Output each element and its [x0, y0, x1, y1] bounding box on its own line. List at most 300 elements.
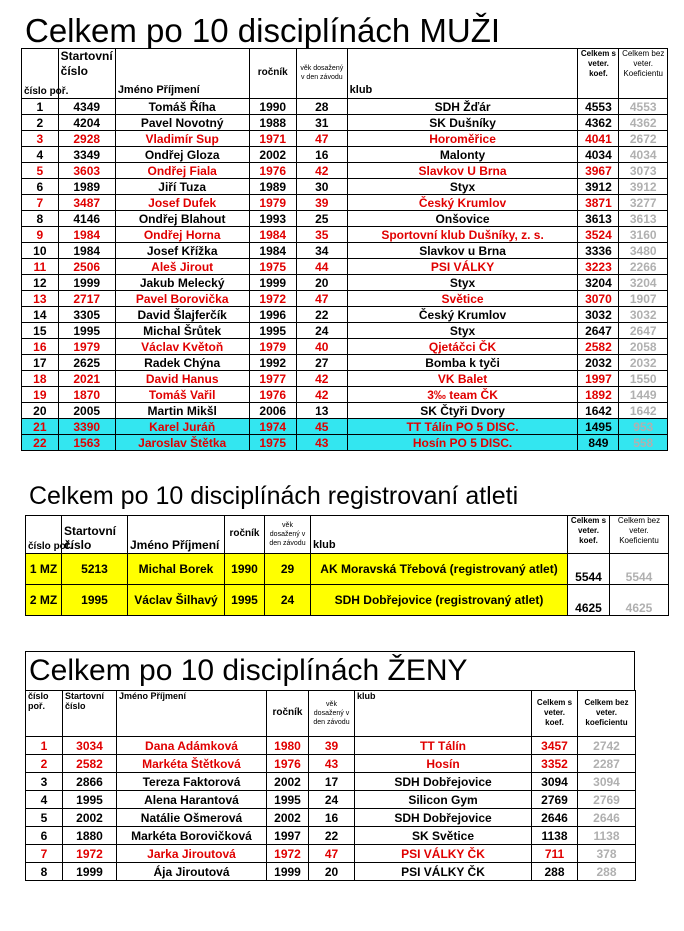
- cell-start: 4204: [58, 115, 115, 131]
- cell-poradi: 12: [22, 275, 59, 291]
- cell-bezveter: 1907: [619, 291, 668, 307]
- cell-klub: Světice: [347, 291, 578, 307]
- cell-vek: 31: [296, 115, 347, 131]
- cell-sveter: 2646: [532, 809, 578, 827]
- table-row: [22, 387, 668, 403]
- cell-rocnik: 1979: [249, 339, 296, 355]
- cell-poradi: 3: [22, 131, 59, 147]
- cell-klub: 3‰ team ČK: [347, 387, 578, 403]
- cell-klub: VK Balet: [347, 371, 578, 387]
- cell-poradi: 6: [22, 179, 59, 195]
- cell-klub: Horoměřice: [347, 131, 578, 147]
- cell-klub: SDH Dobřejovice (registrovaný atlet): [311, 585, 568, 616]
- col-header-jmeno: Jméno Příjmení: [117, 691, 267, 737]
- cell-klub: Sportovní klub Dušníky, z. s.: [347, 227, 578, 243]
- cell-sveter: 3524: [578, 227, 619, 243]
- cell-vek: 24: [309, 791, 355, 809]
- cell-sveter: 3871: [578, 195, 619, 211]
- col-header-sveter: Celkem s veter. koef.: [578, 49, 619, 99]
- table-row: [22, 227, 668, 243]
- cell-bezveter: 2742: [578, 737, 636, 755]
- col-header-poradi: číslo poř.: [22, 49, 59, 99]
- table-row: [26, 554, 669, 585]
- cell-jmeno: Jaroslav Štětka: [115, 435, 249, 451]
- cell-klub: Bomba k tyči: [347, 355, 578, 371]
- cell-poradi: 1: [26, 737, 63, 755]
- cell-sveter: 3336: [578, 243, 619, 259]
- cell-jmeno: Vladimír Sup: [115, 131, 249, 147]
- table-row: [22, 211, 668, 227]
- cell-klub: Styx: [347, 323, 578, 339]
- cell-start: 1880: [63, 827, 117, 845]
- cell-klub: AK Moravská Třebová (registrovaný atlet): [311, 554, 568, 585]
- cell-vek: 22: [309, 827, 355, 845]
- cell-jmeno: Ondřej Gloza: [115, 147, 249, 163]
- cell-vek: 43: [309, 755, 355, 773]
- cell-rocnik: 1975: [249, 435, 296, 451]
- cell-klub: Český Krumlov: [347, 195, 578, 211]
- table-row: [26, 755, 636, 773]
- cell-vek: 16: [296, 147, 347, 163]
- cell-sveter: 3094: [532, 773, 578, 791]
- col-header-vek: věk dosažený v den závodu: [296, 49, 347, 99]
- cell-jmeno: Tomáš Vařil: [115, 387, 249, 403]
- cell-jmeno: Tomáš Říha: [115, 99, 249, 115]
- col-header-rocnik: ročník: [249, 49, 296, 99]
- table-row: [22, 131, 668, 147]
- cell-poradi: 8: [26, 863, 63, 881]
- cell-klub: Hosín: [355, 755, 532, 773]
- cell-vek: 42: [296, 371, 347, 387]
- cell-bezveter: 1642: [619, 403, 668, 419]
- cell-poradi: 5: [26, 809, 63, 827]
- cell-start: 1999: [63, 863, 117, 881]
- cell-rocnik: 1990: [249, 99, 296, 115]
- table-row: [22, 147, 668, 163]
- registered-table: [25, 515, 669, 616]
- cell-sveter: 288: [532, 863, 578, 881]
- cell-vek: 39: [309, 737, 355, 755]
- cell-poradi: 10: [22, 243, 59, 259]
- women-title: Celkem po 10 disciplínách ŽENY: [29, 654, 468, 687]
- cell-vek: 17: [309, 773, 355, 791]
- cell-start: 1995: [58, 323, 115, 339]
- cell-rocnik: 1972: [267, 845, 309, 863]
- cell-jmeno: Markéta Borovičková: [117, 827, 267, 845]
- col-header-start: Startovní číslo: [63, 691, 117, 737]
- cell-poradi: 13: [22, 291, 59, 307]
- cell-poradi: 3: [26, 773, 63, 791]
- cell-bezveter: 288: [578, 863, 636, 881]
- cell-jmeno: Ája Jiroutová: [117, 863, 267, 881]
- cell-jmeno: Ondřej Fiala: [115, 163, 249, 179]
- col-header-vek: věk dosažený v den závodu: [309, 691, 355, 737]
- cell-rocnik: 1971: [249, 131, 296, 147]
- cell-vek: 40: [296, 339, 347, 355]
- col-header-klub: klub: [347, 49, 578, 99]
- cell-start: 1989: [58, 179, 115, 195]
- cell-start: 4349: [58, 99, 115, 115]
- cell-poradi: 2: [26, 755, 63, 773]
- cell-rocnik: 1999: [249, 275, 296, 291]
- cell-bezveter: 2058: [619, 339, 668, 355]
- cell-start: 2625: [58, 355, 115, 371]
- cell-bezveter: 1449: [619, 387, 668, 403]
- cell-bezveter: 4553: [619, 99, 668, 115]
- cell-rocnik: 1984: [249, 227, 296, 243]
- cell-start: 5213: [62, 554, 128, 585]
- cell-klub: TT Tálín: [355, 737, 532, 755]
- cell-vek: 24: [265, 585, 311, 616]
- cell-bezveter: 3032: [619, 307, 668, 323]
- cell-vek: 34: [296, 243, 347, 259]
- cell-start: 3349: [58, 147, 115, 163]
- cell-bezveter: 2646: [578, 809, 636, 827]
- cell-sveter: 2032: [578, 355, 619, 371]
- cell-bezveter: 3277: [619, 195, 668, 211]
- table-row: [22, 307, 668, 323]
- cell-start: 1870: [58, 387, 115, 403]
- cell-klub: TT Tálín PO 5 DISC.: [347, 419, 578, 435]
- cell-poradi: 5: [22, 163, 59, 179]
- cell-vek: 43: [296, 435, 347, 451]
- table-row: [26, 737, 636, 755]
- registered-title: Celkem po 10 disciplínách registrovaní atleti: [29, 482, 519, 510]
- cell-vek: 47: [296, 131, 347, 147]
- cell-rocnik: 2002: [267, 809, 309, 827]
- cell-klub: Qjetáčci ČK: [347, 339, 578, 355]
- col-header-start: Startovní číslo: [58, 49, 115, 99]
- cell-jmeno: Tereza Faktorová: [117, 773, 267, 791]
- cell-bezveter: 953: [619, 419, 668, 435]
- col-header-poradi: číslo poř.: [26, 691, 63, 737]
- cell-sveter: 5544: [568, 554, 610, 585]
- cell-sveter: 3967: [578, 163, 619, 179]
- cell-start: 2582: [63, 755, 117, 773]
- cell-rocnik: 1977: [249, 371, 296, 387]
- cell-vek: 28: [296, 99, 347, 115]
- cell-jmeno: Jiří Tuza: [115, 179, 249, 195]
- cell-poradi: 14: [22, 307, 59, 323]
- cell-start: 1995: [62, 585, 128, 616]
- cell-vek: 24: [296, 323, 347, 339]
- men-title: Celkem po 10 disciplínách MUŽI: [25, 12, 501, 49]
- cell-vek: 29: [265, 554, 311, 585]
- cell-klub: Slavkov U Brna: [347, 163, 578, 179]
- table-row: [26, 773, 636, 791]
- cell-poradi: 6: [26, 827, 63, 845]
- cell-bezveter: 2647: [619, 323, 668, 339]
- cell-rocnik: 1996: [249, 307, 296, 323]
- col-header-sveter: Celkem s veter. koef.: [568, 516, 610, 554]
- cell-klub: SK Čtyři Dvory: [347, 403, 578, 419]
- col-header-start: Startovní číslo: [62, 516, 128, 554]
- cell-vek: 20: [309, 863, 355, 881]
- table-row: [22, 243, 668, 259]
- cell-vek: 44: [296, 259, 347, 275]
- cell-bezveter: 4362: [619, 115, 668, 131]
- table-row: [22, 403, 668, 419]
- cell-bezveter: 3480: [619, 243, 668, 259]
- table-row: [26, 585, 669, 616]
- cell-klub: SDH Dobřejovice: [355, 773, 532, 791]
- cell-sveter: 1642: [578, 403, 619, 419]
- cell-vek: 35: [296, 227, 347, 243]
- women-table: [25, 690, 636, 881]
- cell-start: 2005: [58, 403, 115, 419]
- table-row: [22, 355, 668, 371]
- table-row: [22, 195, 668, 211]
- table-row: [22, 291, 668, 307]
- cell-poradi: 7: [22, 195, 59, 211]
- cell-sveter: 3032: [578, 307, 619, 323]
- cell-jmeno: Václav Šilhavý: [128, 585, 225, 616]
- table-row: [22, 163, 668, 179]
- table-row: [22, 339, 668, 355]
- table-row: [26, 809, 636, 827]
- cell-sveter: 3613: [578, 211, 619, 227]
- cell-rocnik: 1976: [267, 755, 309, 773]
- cell-poradi: 1: [22, 99, 59, 115]
- cell-vek: 42: [296, 163, 347, 179]
- cell-sveter: 3912: [578, 179, 619, 195]
- cell-poradi: 17: [22, 355, 59, 371]
- col-header-bezveter: Celkem bez veter. koeficientu: [578, 691, 636, 737]
- cell-start: 2717: [58, 291, 115, 307]
- cell-poradi: 18: [22, 371, 59, 387]
- table-row: [26, 863, 636, 881]
- cell-sveter: 4041: [578, 131, 619, 147]
- cell-klub: Hosín PO 5 DISC.: [347, 435, 578, 451]
- col-header-klub: klub: [311, 516, 568, 554]
- cell-start: 2866: [63, 773, 117, 791]
- table-row: [22, 179, 668, 195]
- cell-sveter: 4362: [578, 115, 619, 131]
- cell-rocnik: 2002: [249, 147, 296, 163]
- cell-jmeno: Michal Borek: [128, 554, 225, 585]
- cell-sveter: 711: [532, 845, 578, 863]
- cell-vek: 47: [296, 291, 347, 307]
- cell-rocnik: 1979: [249, 195, 296, 211]
- cell-sveter: 1997: [578, 371, 619, 387]
- cell-klub: Styx: [347, 275, 578, 291]
- cell-jmeno: Karel Juráň: [115, 419, 249, 435]
- cell-jmeno: Dana Adámková: [117, 737, 267, 755]
- cell-poradi: 16: [22, 339, 59, 355]
- cell-poradi: 22: [22, 435, 59, 451]
- cell-klub: Styx: [347, 179, 578, 195]
- table-row: [22, 99, 668, 115]
- cell-rocnik: 1992: [249, 355, 296, 371]
- cell-start: 3390: [58, 419, 115, 435]
- cell-sveter: 3457: [532, 737, 578, 755]
- cell-klub: Malonty: [347, 147, 578, 163]
- cell-jmeno: Josef Dufek: [115, 195, 249, 211]
- cell-bezveter: 1138: [578, 827, 636, 845]
- cell-vek: 25: [296, 211, 347, 227]
- table-row: [26, 791, 636, 809]
- col-header-klub: klub: [355, 691, 532, 737]
- cell-sveter: 4553: [578, 99, 619, 115]
- cell-rocnik: 1980: [267, 737, 309, 755]
- cell-klub: SK Dušníky: [347, 115, 578, 131]
- cell-rocnik: 2002: [267, 773, 309, 791]
- cell-rocnik: 1974: [249, 419, 296, 435]
- table-row: [22, 275, 668, 291]
- cell-rocnik: 1975: [249, 259, 296, 275]
- cell-rocnik: 1997: [267, 827, 309, 845]
- cell-poradi: 11: [22, 259, 59, 275]
- cell-rocnik: 1995: [225, 585, 265, 616]
- cell-vek: 16: [309, 809, 355, 827]
- table-row: [26, 827, 636, 845]
- cell-start: 4146: [58, 211, 115, 227]
- col-header-bezveter: Celkem bez veter. Koeficientu: [619, 49, 668, 99]
- col-header-vek: věk dosažený v den závodu: [265, 516, 311, 554]
- cell-jmeno: Pavel Novotný: [115, 115, 249, 131]
- cell-klub: Onšovice: [347, 211, 578, 227]
- cell-sveter: 1138: [532, 827, 578, 845]
- cell-jmeno: Michal Šrůtek: [115, 323, 249, 339]
- cell-klub: PSI VÁLKY ČK: [355, 863, 532, 881]
- cell-bezveter: 558: [619, 435, 668, 451]
- cell-klub: PSI VÁLKY: [347, 259, 578, 275]
- cell-bezveter: 3160: [619, 227, 668, 243]
- cell-jmeno: Aleš Jirout: [115, 259, 249, 275]
- cell-bezveter: 3613: [619, 211, 668, 227]
- cell-klub: Slavkov u Brna: [347, 243, 578, 259]
- cell-sveter: 2582: [578, 339, 619, 355]
- col-header-rocnik: ročník: [225, 516, 265, 554]
- cell-vek: 45: [296, 419, 347, 435]
- cell-vek: 30: [296, 179, 347, 195]
- cell-vek: 42: [296, 387, 347, 403]
- cell-rocnik: 1972: [249, 291, 296, 307]
- cell-bezveter: 2672: [619, 131, 668, 147]
- table-row: [22, 323, 668, 339]
- cell-poradi: 21: [22, 419, 59, 435]
- cell-start: 3487: [58, 195, 115, 211]
- cell-bezveter: 4625: [610, 585, 669, 616]
- cell-klub: Silicon Gym: [355, 791, 532, 809]
- cell-bezveter: 2266: [619, 259, 668, 275]
- cell-jmeno: Jarka Jiroutová: [117, 845, 267, 863]
- cell-bezveter: 3073: [619, 163, 668, 179]
- cell-start: 2021: [58, 371, 115, 387]
- cell-sveter: 3204: [578, 275, 619, 291]
- table-row: [22, 435, 668, 451]
- cell-sveter: 1892: [578, 387, 619, 403]
- cell-klub: SDH Žďár: [347, 99, 578, 115]
- table-row: [22, 115, 668, 131]
- cell-sveter: 2647: [578, 323, 619, 339]
- cell-rocnik: 1995: [249, 323, 296, 339]
- cell-vek: 13: [296, 403, 347, 419]
- cell-rocnik: 1989: [249, 179, 296, 195]
- cell-sveter: 3070: [578, 291, 619, 307]
- col-header-bezveter: Celkem bez veter. Koeficientu: [610, 516, 669, 554]
- cell-jmeno: Václav Květoň: [115, 339, 249, 355]
- cell-poradi: 2 MZ: [26, 585, 62, 616]
- cell-start: 1999: [58, 275, 115, 291]
- cell-bezveter: 5544: [610, 554, 669, 585]
- table-row: [22, 259, 668, 275]
- col-header-jmeno: Jméno Příjmení: [115, 49, 249, 99]
- cell-poradi: 4: [22, 147, 59, 163]
- cell-jmeno: Ondřej Blahout: [115, 211, 249, 227]
- table-row: [26, 845, 636, 863]
- cell-jmeno: Alena Harantová: [117, 791, 267, 809]
- men-table: [21, 48, 668, 451]
- cell-poradi: 4: [26, 791, 63, 809]
- cell-bezveter: 3204: [619, 275, 668, 291]
- cell-vek: 22: [296, 307, 347, 323]
- cell-rocnik: 1993: [249, 211, 296, 227]
- cell-bezveter: 2032: [619, 355, 668, 371]
- cell-rocnik: 1984: [249, 243, 296, 259]
- col-header-rocnik: ročník: [267, 691, 309, 737]
- cell-poradi: 2: [22, 115, 59, 131]
- cell-vek: 47: [309, 845, 355, 863]
- cell-start: 3603: [58, 163, 115, 179]
- cell-sveter: 849: [578, 435, 619, 451]
- cell-rocnik: 1988: [249, 115, 296, 131]
- cell-start: 3305: [58, 307, 115, 323]
- table-row: [22, 419, 668, 435]
- cell-vek: 20: [296, 275, 347, 291]
- cell-poradi: 1 MZ: [26, 554, 62, 585]
- cell-jmeno: Ondřej Horna: [115, 227, 249, 243]
- cell-rocnik: 1990: [225, 554, 265, 585]
- cell-bezveter: 3094: [578, 773, 636, 791]
- cell-jmeno: David Hanus: [115, 371, 249, 387]
- cell-start: 1984: [58, 243, 115, 259]
- col-header-poradi: číslo poř.: [26, 516, 62, 554]
- cell-poradi: 7: [26, 845, 63, 863]
- cell-bezveter: 378: [578, 845, 636, 863]
- cell-rocnik: 2006: [249, 403, 296, 419]
- cell-poradi: 9: [22, 227, 59, 243]
- cell-poradi: 20: [22, 403, 59, 419]
- cell-poradi: 19: [22, 387, 59, 403]
- cell-sveter: 3223: [578, 259, 619, 275]
- cell-rocnik: 1999: [267, 863, 309, 881]
- table-row: [22, 371, 668, 387]
- cell-start: 2506: [58, 259, 115, 275]
- cell-rocnik: 1995: [267, 791, 309, 809]
- cell-jmeno: Martin Mikšl: [115, 403, 249, 419]
- cell-start: 1979: [58, 339, 115, 355]
- cell-start: 2002: [63, 809, 117, 827]
- cell-klub: Český Krumlov: [347, 307, 578, 323]
- cell-poradi: 8: [22, 211, 59, 227]
- cell-jmeno: Radek Chýna: [115, 355, 249, 371]
- cell-bezveter: 2769: [578, 791, 636, 809]
- cell-vek: 27: [296, 355, 347, 371]
- cell-start: 1984: [58, 227, 115, 243]
- cell-klub: SDH Dobřejovice: [355, 809, 532, 827]
- cell-start: 1563: [58, 435, 115, 451]
- cell-klub: SK Světice: [355, 827, 532, 845]
- cell-sveter: 4034: [578, 147, 619, 163]
- cell-bezveter: 4034: [619, 147, 668, 163]
- cell-jmeno: Pavel Borovička: [115, 291, 249, 307]
- cell-start: 1995: [63, 791, 117, 809]
- cell-rocnik: 1976: [249, 163, 296, 179]
- cell-vek: 39: [296, 195, 347, 211]
- col-header-sveter: Celkem s veter. koef.: [532, 691, 578, 737]
- cell-jmeno: Natálie Ošmerová: [117, 809, 267, 827]
